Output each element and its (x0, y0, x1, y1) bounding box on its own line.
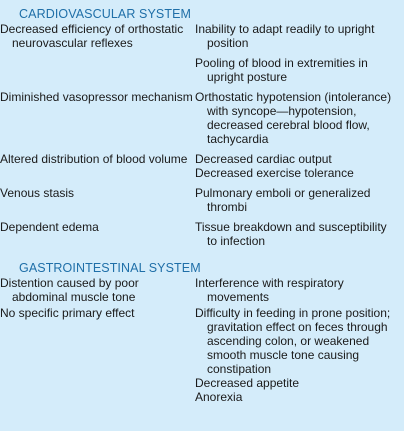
table-row (0, 220, 404, 248)
effect-entry: Anorexia (195, 390, 243, 404)
table-row (0, 186, 404, 214)
cause-cell: Diminished vasopressor mechanism (0, 90, 193, 104)
cause-cell: Venous stasis (0, 186, 75, 200)
cause-cell: No specific primary effect (0, 306, 135, 320)
section-gastrointestinal (0, 260, 404, 404)
effect-entry: Pooling of blood in extremities in upright posture (195, 56, 368, 84)
section-cardiovascular (0, 6, 404, 248)
table-row (0, 22, 404, 84)
table-row (0, 152, 404, 180)
effects-cell (195, 22, 395, 84)
effects-cell (195, 220, 395, 248)
table-row (0, 306, 404, 404)
effects-cell (195, 276, 395, 304)
effects-cell (195, 152, 395, 180)
effects-cell (195, 186, 395, 214)
section-heading: GASTROINTESTINAL SYSTEM (19, 261, 201, 275)
table-row (0, 276, 404, 304)
effect-entry: Orthostatic hypotension (intolerance) with syncope—hypotension, decreased cerebral blood flow, tachycardia (195, 90, 392, 146)
cause-cell: Altered distribution of blood volume (0, 152, 188, 166)
effect-entry: Decreased appetite (195, 376, 300, 390)
effect-entry: Inability to adapt readily to upright position (195, 22, 375, 50)
effect-entry: Pulmonary emboli or generalized thrombi (195, 186, 371, 214)
effect-entry: Tissue breakdown and susceptibility to infection (195, 220, 387, 248)
cause-cell: Decreased efficiency of orthostatic neurovascular reflexes (0, 22, 184, 50)
effect-entry: Decreased exercise tolerance (195, 166, 354, 180)
effect-entry: Difficulty in feeding in prone position; gravitation effect on feces through ascending colon, or weakened smooth muscle tone causing constipation (195, 306, 391, 376)
effect-entry: Decreased cardiac output (195, 152, 332, 166)
section-heading: CARDIOVASCULAR SYSTEM (19, 7, 192, 21)
cause-cell: Distention caused by poor abdominal muscle tone (0, 276, 139, 304)
effects-cell (195, 306, 395, 404)
effect-entry: Interference with respiratory movements (195, 276, 344, 304)
effects-cell (195, 90, 395, 146)
cause-cell: Dependent edema (0, 220, 99, 234)
table-row (0, 90, 404, 146)
